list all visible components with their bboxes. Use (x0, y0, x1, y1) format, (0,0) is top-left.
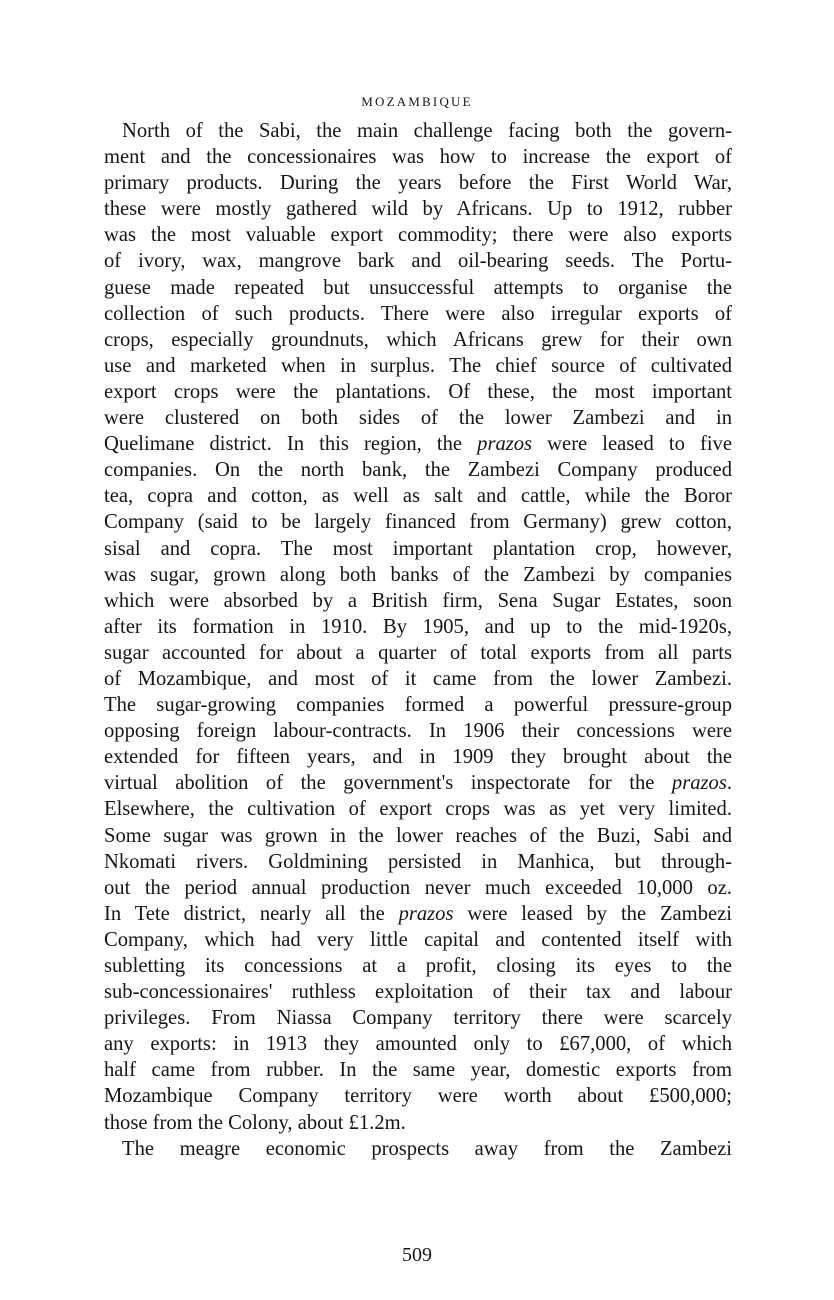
text-line: The sugar-growing companies formed a powerful pressure-group (104, 694, 732, 717)
page-number: 509 (402, 1244, 432, 1266)
text-line: were clustered on both sides of the lower Zambezi and in (104, 407, 732, 430)
text-line: sugar accounted for about a quarter of total exports from all parts (104, 641, 732, 664)
text-line: use and marketed when in surplus. The chief source of cultivated (104, 354, 732, 377)
text-line: of ivory, wax, mangrove bark and oil-bearing seeds. The Portu- (104, 250, 732, 273)
text-line: was sugar, grown along both banks of the Zambezi by companies (104, 563, 732, 586)
text-line: guese made repeated but unsuccessful attempts to organise the (104, 276, 732, 299)
text-line: sisal and copra. The most important plantation crop, however, (104, 537, 732, 560)
text-line: North of the Sabi, the main challenge facing both the govern- (122, 120, 732, 142)
text-line: export crops were the plantations. Of these, the most important (104, 380, 732, 403)
text-line: virtual abolition of the government's inspectorate for the prazos. (104, 772, 732, 795)
text-line: privileges. From Niassa Company territory there were scarcely (104, 1007, 732, 1030)
text-line: after its formation in 1910. By 1905, and up to the mid-1920s, (104, 615, 732, 638)
text-line: Nkomati rivers. Goldmining persisted in Manhica, but through- (104, 850, 732, 873)
text-line: those from the Colony, about £1.2m. (104, 1111, 406, 1134)
text-line: collection of such products. There were also irregular exports of (104, 302, 732, 325)
text-line: extended for fifteen years, and in 1909 they brought about the (104, 746, 732, 769)
text-line: Company (said to be largely financed from Germany) grew cotton, (104, 511, 732, 534)
text-line: Quelimane district. In this region, the prazos were leased to five (104, 433, 732, 456)
text-line: Company, which had very little capital and contented itself with (104, 928, 732, 951)
text-line: subletting its concessions at a profit, closing its eyes to the (104, 955, 732, 977)
text-line: these were mostly gathered wild by Africans. Up to 1912, rubber (104, 198, 732, 221)
text-line: crops, especially groundnuts, which Africans grew for their own (104, 328, 732, 351)
text-line: which were absorbed by a British firm, Sena Sugar Estates, soon (104, 589, 732, 612)
text-line: out the period annual production never much exceeded 10,000 oz. (104, 876, 732, 899)
text-line: sub-concessionaires' ruthless exploitation of their tax and labour (104, 981, 732, 1004)
text-line: In Tete district, nearly all the prazos were leased by the Zambezi (104, 902, 732, 925)
text-line: The meagre economic prospects away from the Zambezi (122, 1137, 732, 1160)
text-line: primary products. During the years before the First World War, (104, 172, 732, 195)
text-line: any exports: in 1913 they amounted only to £67,000, of which (104, 1033, 732, 1056)
text-line: companies. On the north bank, the Zambezi Company produced (104, 459, 732, 482)
text-line: ment and the concessionaires was how to increase the export of (104, 146, 732, 169)
running-head: MOZAMBIQUE (361, 94, 473, 109)
text-line: was the most valuable export commodity; there were also exports (104, 224, 732, 247)
body-text (104, 118, 732, 1162)
text-line: Some sugar was grown in the lower reaches of the Buzi, Sabi and (104, 824, 732, 847)
text-line: of Mozambique, and most of it came from the lower Zambezi. (104, 667, 732, 690)
text-line: opposing foreign labour-contracts. In 1906 their concessions were (104, 720, 732, 743)
text-line: half came from rubber. In the same year, domestic exports from (104, 1059, 732, 1082)
text-line: Elsewhere, the cultivation of export crops was as yet very limited. (104, 798, 732, 821)
text-line: Mozambique Company territory were worth about £500,000; (104, 1085, 732, 1108)
text-line: tea, copra and cotton, as well as salt and cattle, while the Boror (104, 485, 732, 508)
